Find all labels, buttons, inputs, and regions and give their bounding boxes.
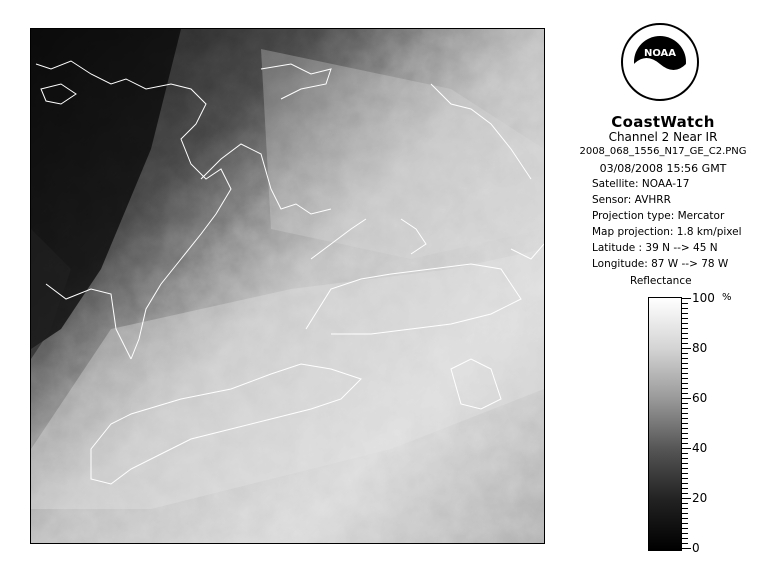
- colorbar-tick: [681, 443, 688, 444]
- colorbar-tick: [681, 498, 691, 499]
- longitude-label: Longitude: 87 W --> 78 W: [592, 258, 729, 270]
- colorbar-tick: [681, 513, 688, 514]
- colorbar-tick: [681, 483, 688, 484]
- satellite-label: Satellite: NOAA-17: [592, 178, 690, 190]
- colorbar-tick: [681, 298, 691, 299]
- colorbar-tick: [681, 528, 688, 529]
- colorbar-tick: [681, 533, 688, 534]
- colorbar-tick: [681, 343, 688, 344]
- colorbar-tick: [681, 518, 688, 519]
- colorbar-tick: [681, 388, 688, 389]
- colorbar: [648, 297, 682, 551]
- colorbar-tick: [681, 448, 691, 449]
- colorbar-tick: [681, 468, 688, 469]
- colorbar-tick: [681, 398, 691, 399]
- colorbar-tick: [681, 333, 688, 334]
- colorbar-tick: [681, 493, 688, 494]
- colorbar-tick: [681, 373, 688, 374]
- logo-text: NOAA: [643, 48, 677, 59]
- colorbar-tick: [681, 488, 688, 489]
- colorbar-tick: [681, 508, 688, 509]
- colorbar-tick: [681, 503, 688, 504]
- colorbar-tick: [681, 463, 688, 464]
- colorbar-tick: [681, 353, 688, 354]
- page-title: CoastWatch: [611, 113, 715, 131]
- colorbar-tick: [681, 433, 688, 434]
- colorbar-tick: [681, 338, 688, 339]
- colorbar-label: 60: [692, 391, 708, 405]
- colorbar-tick: [681, 543, 688, 544]
- colorbar-tick: [681, 523, 688, 524]
- satellite-image: [30, 28, 545, 544]
- colorbar-tick: [681, 473, 688, 474]
- colorbar-tick: [681, 548, 691, 549]
- map-projection-label: Map projection: 1.8 km/pixel: [592, 226, 742, 238]
- channel-subtitle: Channel 2 Near IR: [608, 130, 718, 144]
- colorbar-tick: [681, 478, 688, 479]
- colorbar-tick: [681, 303, 688, 304]
- colorbar-tick: [681, 408, 688, 409]
- colorbar-tick: [681, 428, 688, 429]
- colorbar-tick: [681, 418, 688, 419]
- colorbar-tick: [681, 368, 688, 369]
- colorbar-label: 0: [692, 541, 700, 555]
- colorbar-tick: [681, 348, 691, 349]
- noaa-logo: [620, 22, 700, 102]
- colorbar-tick: [681, 363, 688, 364]
- colorbar-tick: [681, 313, 688, 314]
- colorbar-tick: [681, 538, 688, 539]
- colorbar-tick: [681, 358, 688, 359]
- sensor-label: Sensor: AVHRR: [592, 194, 671, 206]
- latitude-label: Latitude : 39 N --> 45 N: [592, 242, 718, 254]
- colorbar-tick: [681, 308, 688, 309]
- colorbar-unit: %: [722, 292, 732, 303]
- colorbar-tick: [681, 458, 688, 459]
- satellite-map-svg: [31, 29, 544, 543]
- colorbar-tick: [681, 413, 688, 414]
- datetime-label: 03/08/2008 15:56 GMT: [599, 162, 727, 175]
- colorbar-tick: [681, 438, 688, 439]
- projection-type-label: Projection type: Mercator: [592, 210, 725, 222]
- colorbar-tick: [681, 378, 688, 379]
- colorbar-tick: [681, 453, 688, 454]
- colorbar-tick: [681, 318, 688, 319]
- colorbar-label: 100: [692, 291, 715, 305]
- colorbar-label: 80: [692, 341, 708, 355]
- colorbar-tick: [681, 403, 688, 404]
- colorbar-title: Reflectance: [630, 275, 692, 287]
- colorbar-label: 40: [692, 441, 708, 455]
- colorbar-tick: [681, 423, 688, 424]
- filename-label: 2008_068_1556_N17_GE_C2.PNG: [579, 146, 747, 157]
- colorbar-tick: [681, 383, 688, 384]
- colorbar-label: 20: [692, 491, 708, 505]
- colorbar-tick: [681, 393, 688, 394]
- colorbar-tick: [681, 328, 688, 329]
- colorbar-tick: [681, 323, 688, 324]
